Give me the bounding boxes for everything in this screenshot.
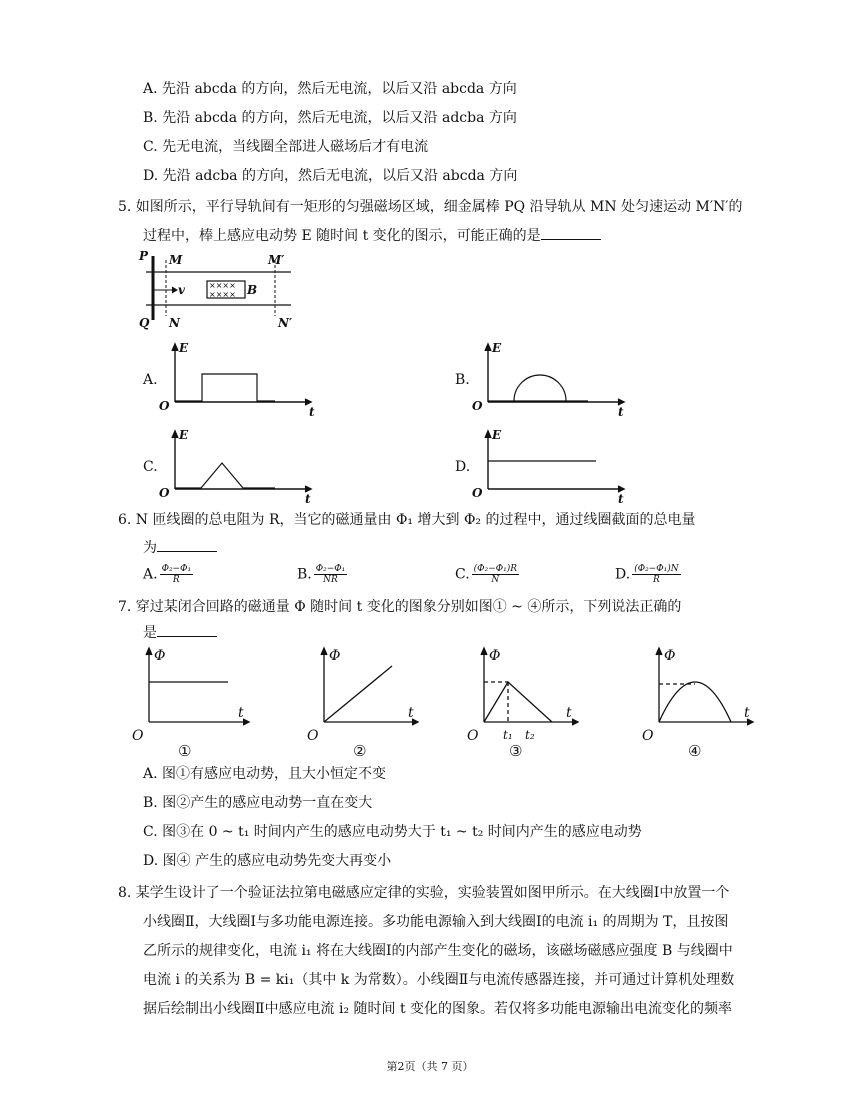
- axis-E: E: [492, 341, 502, 355]
- q7-stem-line1: 7. 穿过某闭合回路的磁通量 Φ 随时间 t 变化的图象分别如图① ~ ④所示，下列说法正确的: [118, 599, 682, 615]
- origin-O: O: [642, 728, 654, 744]
- fraction: [632, 564, 680, 585]
- numerator: Φ₂−Φ₁: [315, 564, 346, 574]
- label-M: M: [169, 253, 183, 267]
- q6-option-a: [143, 564, 193, 585]
- axis-phi: Φ: [154, 648, 166, 664]
- axis-t: t: [238, 705, 244, 721]
- q7-stem-text: 是: [143, 625, 157, 641]
- origin-O: O: [159, 399, 170, 413]
- axis-t: t: [744, 705, 750, 721]
- answer-blank: [157, 537, 217, 552]
- origin-O: O: [472, 486, 483, 500]
- axis-E: E: [179, 428, 189, 442]
- q6-stem-line2: [143, 537, 217, 558]
- field-crosses-top: ××××: [209, 281, 236, 290]
- q6-option-c: [455, 564, 519, 585]
- origin-O: O: [159, 486, 170, 500]
- q7-graph-2: [305, 644, 435, 762]
- q5-stem-line2: [143, 225, 601, 246]
- q4-option-d: D. 先沿 adcba 的方向，然后无电流，以后又沿 abcda 方向: [143, 168, 518, 184]
- denominator: N: [491, 575, 500, 585]
- q5-option-c-label: C.: [143, 459, 158, 475]
- label-B: B: [247, 283, 258, 297]
- q5-graph-a: [155, 340, 320, 418]
- axis-t: t: [618, 405, 624, 419]
- q8-line-3: 乙所示的规律变化，电流 i₁ 将在大线圈Ⅰ的内部产生变化的磁场，该磁场磁感应强度 B 与线圈中: [143, 943, 733, 959]
- label-v: v: [178, 283, 185, 297]
- fraction: [472, 564, 519, 585]
- answer-blank: [541, 225, 601, 240]
- q8-line-5: 据后绘制出小线圈Ⅱ中感应电流 i₂ 随时间 t 变化的图象。若仅将多功能电源输出电流变化的频率: [143, 1001, 733, 1017]
- figure-number-2: ②: [353, 742, 367, 760]
- axis-t: t: [305, 492, 311, 506]
- q7-graph-4: [640, 644, 770, 762]
- field-crosses-bottom: ××××: [209, 290, 236, 299]
- option-label: D.: [615, 566, 631, 583]
- label-P: P: [139, 249, 149, 263]
- option-label: C.: [455, 566, 470, 583]
- axis-t: t: [408, 705, 414, 721]
- q6-stem-text: 为: [143, 540, 157, 556]
- q7-option-a: A. 图①有感应电动势，且大小恒定不变: [143, 766, 387, 782]
- denominator: R: [653, 575, 660, 585]
- q5-rail-figure: [136, 250, 296, 334]
- fraction: [160, 564, 194, 585]
- q4-option-b: B. 先沿 abcda 的方向，然后无电流，以后又沿 adcba 方向: [143, 110, 517, 126]
- axis-E: E: [492, 428, 502, 442]
- denominator: NR: [323, 575, 338, 585]
- q6-option-d: [615, 564, 681, 585]
- q8-line-4: 电流 i 的关系为 B = ki₁（其中 k 为常数）。小线圈Ⅱ与电流传感器连接，并可通过计算机处理数: [143, 972, 735, 988]
- label-Q: Q: [139, 316, 150, 330]
- q7-stem-line2: [143, 622, 217, 643]
- answer-blank: [157, 622, 217, 637]
- q5-option-d-label: D.: [455, 459, 471, 475]
- q5-stem-line1: 5. 如图所示，平行导轨间有一矩形的匀强磁场区域，细金属棒 PQ 沿导轨从 MN 处匀速运动 M′N′的: [118, 199, 743, 215]
- axis-t: t: [566, 705, 572, 721]
- origin-O: O: [472, 399, 483, 413]
- numerator: Φ₂−Φ₁: [161, 564, 192, 574]
- axis-phi: Φ: [489, 648, 501, 664]
- label-M-prime: M′: [268, 253, 285, 267]
- numerator: (Φ₂−Φ₁)R: [473, 564, 517, 574]
- option-label: B.: [297, 566, 312, 583]
- q7-graph-1: [130, 644, 260, 762]
- q4-option-a: A. 先沿 abcda 的方向，然后无电流，以后又沿 abcda 方向: [143, 81, 517, 97]
- figure-number-3: ③: [509, 742, 523, 760]
- axis-phi: Φ: [664, 648, 676, 664]
- option-label: A.: [143, 566, 158, 583]
- fraction: [314, 564, 348, 585]
- axis-t: t: [618, 492, 624, 506]
- axis-t: t: [309, 405, 315, 419]
- q5-stem-text: 过程中，棒上感应电动势 E 随时间 t 变化的图示，可能正确的是: [143, 228, 541, 244]
- numerator: (Φ₂−Φ₁)N: [634, 564, 679, 574]
- figure-number-4: ④: [688, 742, 702, 760]
- axis-E: E: [179, 341, 189, 355]
- q5-option-b-label: B.: [455, 372, 470, 388]
- q7-option-b: B. 图②产生的感应电动势一直在变大: [143, 795, 373, 811]
- q7-option-c: C. 图③在 0 ~ t₁ 时间内产生的感应电动势大于 t₁ ~ t₂ 时间内产生的感应电动势: [143, 824, 642, 840]
- tick-t1: t₁: [503, 728, 513, 742]
- origin-O: O: [132, 728, 144, 744]
- q8-line-2: 小线圈Ⅱ，大线圈Ⅰ与多功能电源连接。多功能电源输入到大线圈Ⅰ的电流 i₁ 的周期为 T，且按图: [143, 914, 729, 930]
- q7-option-d: D. 图④ 产生的感应电动势先变大再变小: [143, 853, 392, 869]
- q8-line-1: 8. 某学生设计了一个验证法拉第电磁感应定律的实验，实验装置如图甲所示。在大线圈Ⅰ中放置一个: [118, 885, 730, 901]
- axis-phi: Φ: [329, 648, 341, 664]
- tick-t2: t₂: [525, 728, 535, 742]
- q5-graph-d: [468, 427, 633, 505]
- figure-number-1: ①: [178, 742, 192, 760]
- page-footer: 第2页（共 7 页）: [386, 1060, 474, 1073]
- q5-graph-b: [468, 340, 633, 418]
- label-N: N: [169, 316, 180, 330]
- q5-graph-c: [155, 427, 320, 505]
- denominator: R: [172, 575, 180, 585]
- label-N-prime: N′: [278, 316, 293, 330]
- q6-option-b: [297, 564, 347, 585]
- origin-O: O: [307, 728, 319, 744]
- origin-O: O: [467, 728, 479, 744]
- q5-option-a-label: A.: [143, 372, 158, 388]
- q6-stem-line1: 6. N 匝线圈的总电阻为 R，当它的磁通量由 Φ₁ 增大到 Φ₂ 的过程中，通过线圈截面的总电量: [118, 512, 696, 528]
- q7-graph-3: [465, 644, 595, 762]
- q4-option-c: C. 先无电流，当线圈全部进人磁场后才有电流: [143, 139, 429, 155]
